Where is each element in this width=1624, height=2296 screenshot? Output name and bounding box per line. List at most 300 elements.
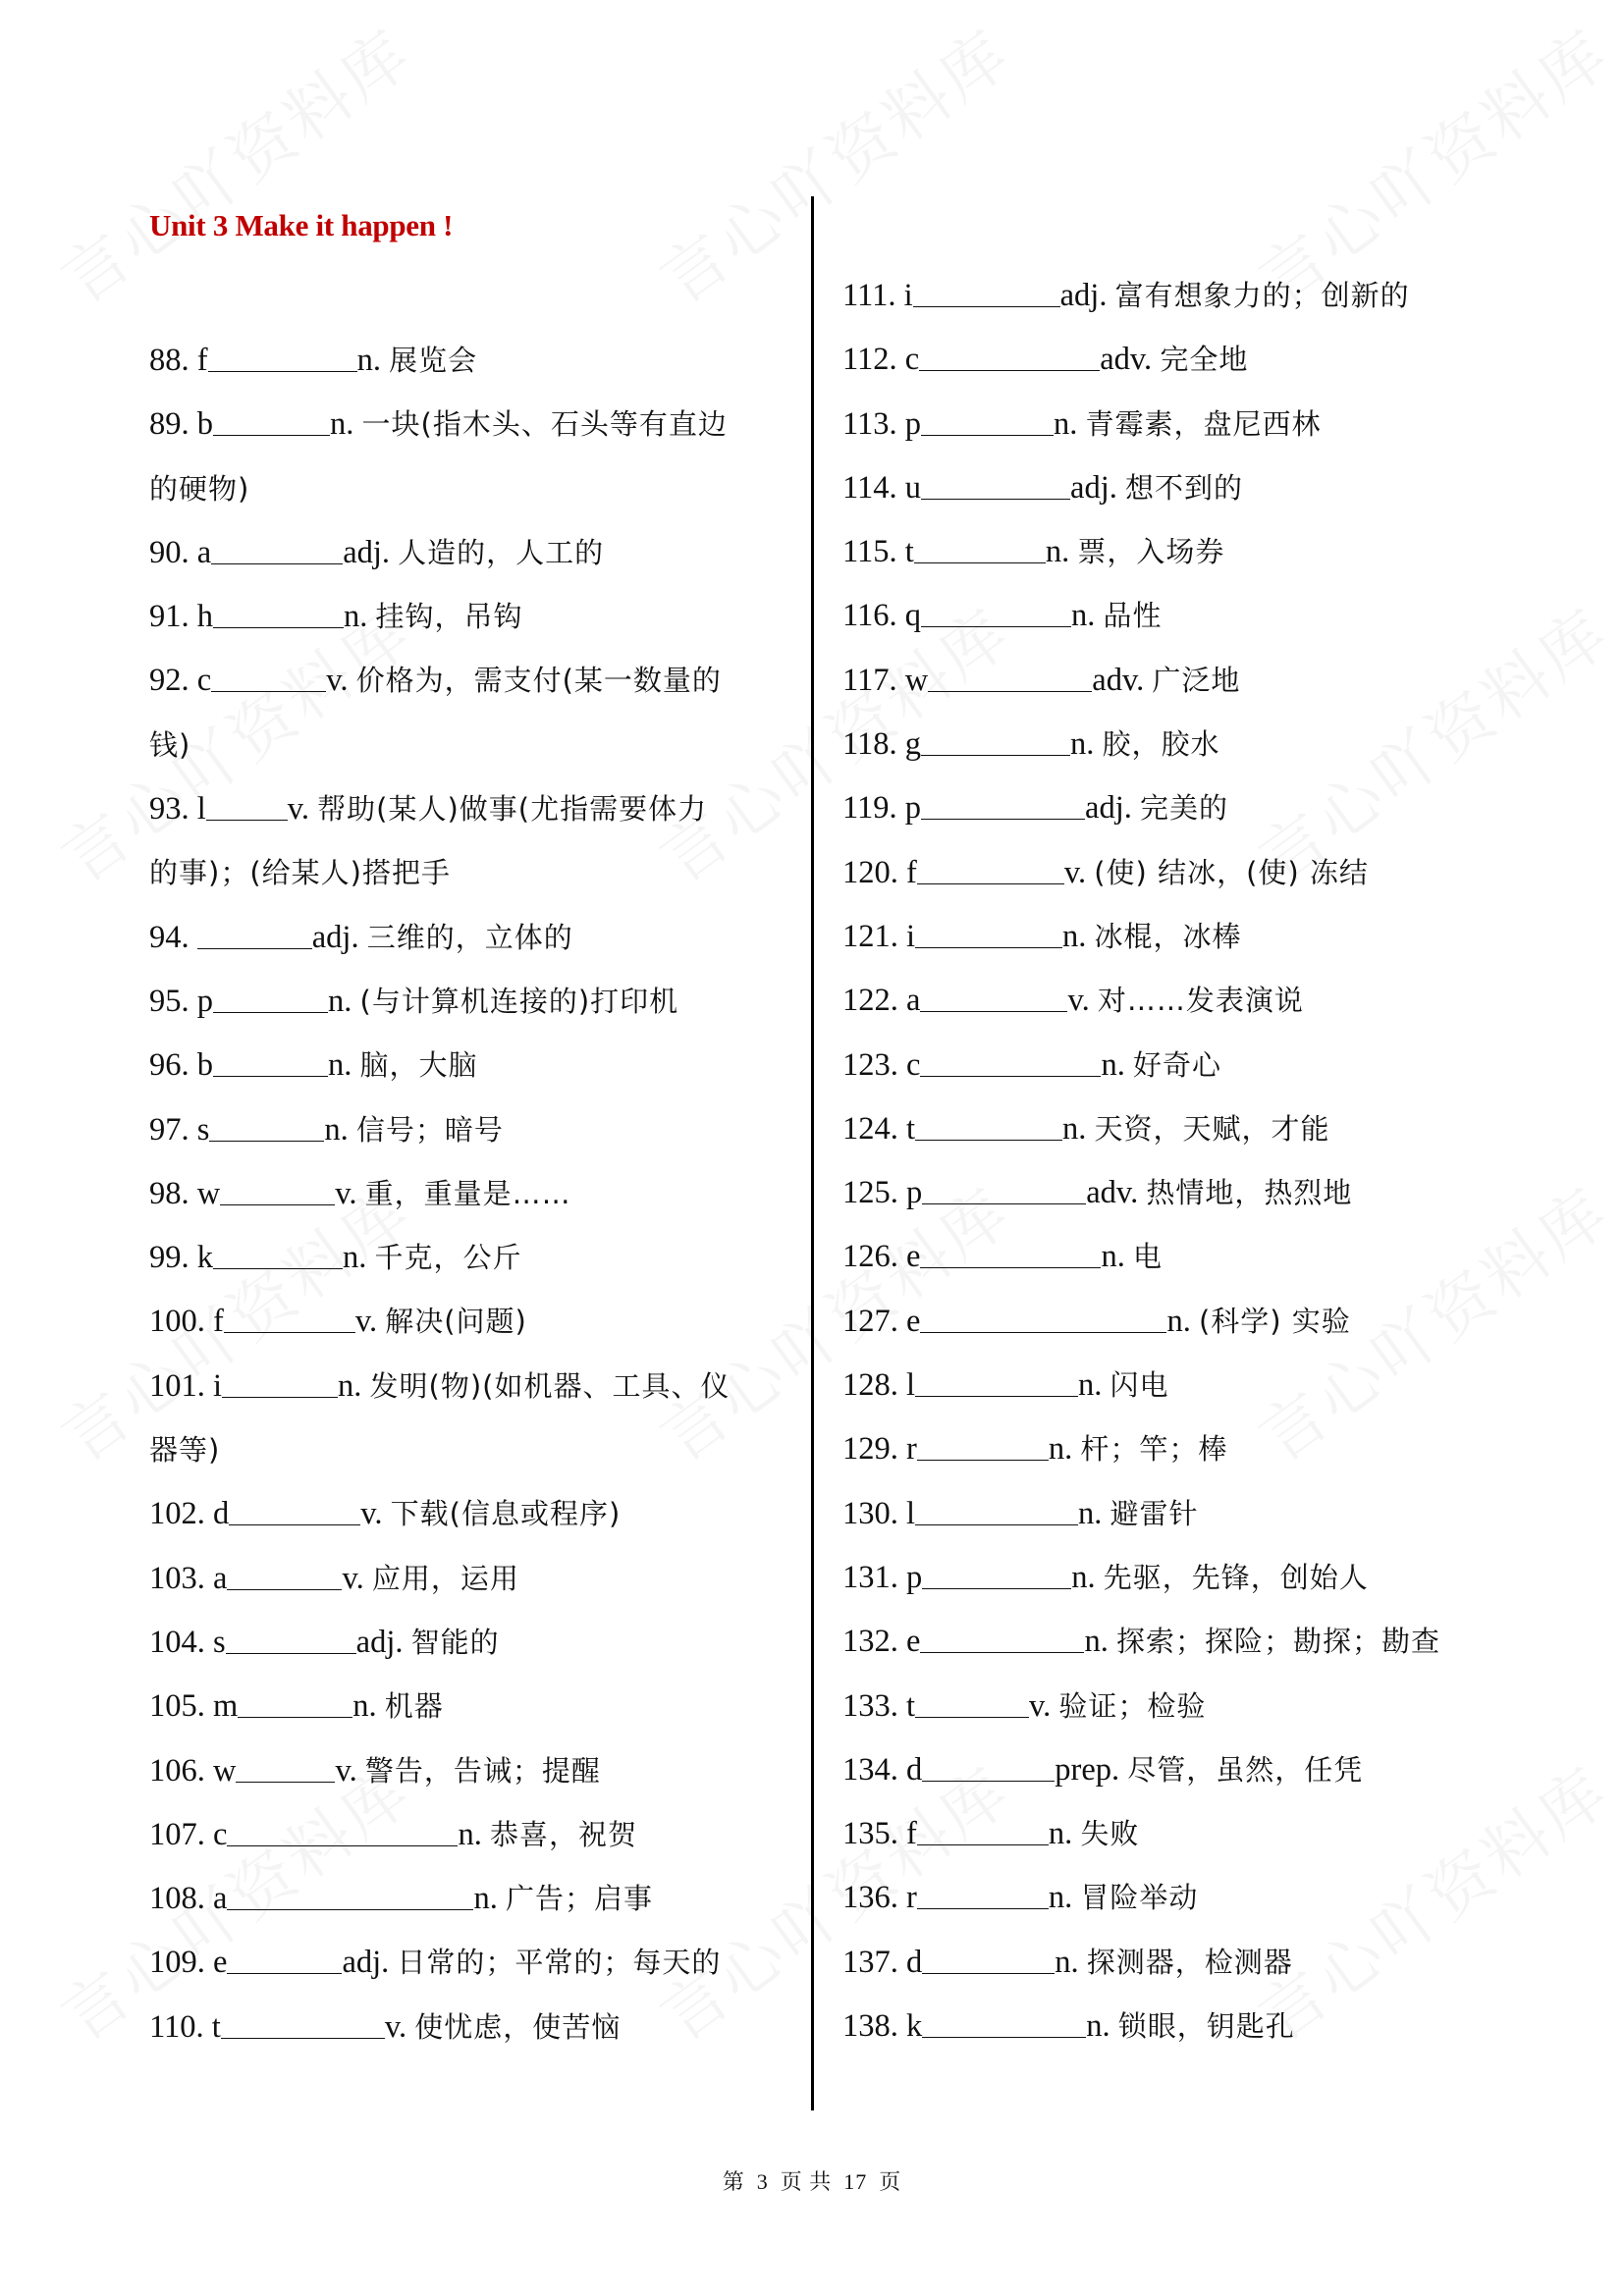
vocab-item xyxy=(842,851,1530,915)
item-number: 103. xyxy=(149,1560,205,1596)
definition: 完全地 xyxy=(1160,343,1249,377)
part-of-speech: n. xyxy=(1062,918,1087,954)
vocab-list-right xyxy=(842,274,1530,2068)
answer-blank[interactable] xyxy=(917,1877,1049,1909)
item-number: 89. xyxy=(149,406,189,443)
definition: 好奇心 xyxy=(1132,1047,1221,1082)
part-of-speech: n. xyxy=(1086,2008,1110,2045)
item-number: 131. xyxy=(842,1559,898,1595)
item-number: 127. xyxy=(842,1303,898,1339)
part-of-speech: adj. xyxy=(1059,278,1108,313)
unit-title: Unit 3 Make it happen ! xyxy=(149,208,454,242)
initial-letter: c xyxy=(906,1046,921,1083)
vocab-item xyxy=(149,1684,797,1748)
definition-continued: 器等) xyxy=(149,1433,221,1468)
initial-letter: h xyxy=(196,599,213,635)
part-of-speech: v. xyxy=(335,1752,357,1789)
part-of-speech: n. xyxy=(324,1111,349,1148)
vocab-item xyxy=(842,659,1530,722)
item-number: 130. xyxy=(842,1495,898,1531)
answer-blank[interactable] xyxy=(917,852,1064,884)
item-number: 101. xyxy=(149,1367,205,1404)
item-number: 91. xyxy=(149,599,189,635)
answer-blank[interactable] xyxy=(913,275,1060,307)
definition: 发明(物)(如机器、工具、仪 xyxy=(369,1368,731,1403)
definition: 杆；竿；棒 xyxy=(1080,1432,1228,1467)
item-number: 113. xyxy=(842,405,897,442)
vocab-item xyxy=(842,338,1530,401)
item-number: 88. xyxy=(149,343,189,378)
initial-letter: s xyxy=(213,1624,226,1660)
part-of-speech: n. xyxy=(352,1688,377,1725)
definition: 电 xyxy=(1132,1240,1163,1274)
definition: 避雷针 xyxy=(1110,1496,1199,1530)
initial-letter: i xyxy=(906,918,916,954)
vocab-item xyxy=(842,1620,1530,1683)
item-number: 109. xyxy=(149,1945,205,1981)
initial-letter: c xyxy=(196,663,212,699)
answer-blank[interactable] xyxy=(921,467,1070,500)
initial-letter: w xyxy=(213,1752,237,1789)
answer-blank[interactable] xyxy=(227,1558,342,1590)
definition: 三维的，立体的 xyxy=(366,920,573,954)
item-number: 115. xyxy=(842,534,897,570)
part-of-speech: n. xyxy=(1070,726,1095,763)
column-divider xyxy=(811,196,814,2110)
initial-letter: d xyxy=(906,1751,923,1788)
part-of-speech: adj. xyxy=(311,919,359,955)
definition: 广泛地 xyxy=(1152,663,1241,697)
vocab-item xyxy=(842,274,1530,338)
part-of-speech: n. xyxy=(1055,1944,1079,1980)
part-of-speech: n. xyxy=(1048,1816,1073,1852)
initial-letter: p xyxy=(196,983,213,1019)
part-of-speech: adj. xyxy=(355,1624,404,1660)
vocab-item xyxy=(842,594,1530,658)
definition: 脑，大脑 xyxy=(359,1048,478,1083)
answer-blank[interactable] xyxy=(197,917,312,949)
answer-blank[interactable] xyxy=(920,1044,1101,1077)
initial-letter: c xyxy=(213,1816,228,1852)
initial-letter: p xyxy=(904,405,922,442)
item-number: 97. xyxy=(149,1111,189,1148)
vocab-item xyxy=(149,595,797,659)
part-of-speech: adv. xyxy=(1092,662,1145,698)
vocab-item xyxy=(842,1876,1530,1940)
answer-blank[interactable] xyxy=(213,596,344,628)
part-of-speech: v. xyxy=(326,663,349,699)
vocab-item xyxy=(842,786,1530,850)
definition: 尽管，虽然，任凭 xyxy=(1127,1752,1364,1787)
part-of-speech: n. xyxy=(1166,1303,1191,1339)
definition: 应用，运用 xyxy=(371,1561,519,1595)
part-of-speech: n. xyxy=(1084,1624,1109,1660)
item-number: 100. xyxy=(149,1304,205,1340)
vocab-item xyxy=(842,1427,1530,1491)
vocab-item xyxy=(149,402,797,466)
part-of-speech: v. xyxy=(384,2008,407,2045)
definition: 热情地，热烈地 xyxy=(1146,1176,1353,1210)
definition: 信号；暗号 xyxy=(355,1112,504,1147)
part-of-speech: v. xyxy=(287,791,310,828)
definition: 广告；启事 xyxy=(505,1882,653,1916)
answer-blank[interactable] xyxy=(213,403,330,436)
item-number: 123. xyxy=(842,1046,898,1083)
initial-letter: k xyxy=(196,1240,213,1276)
answer-blank[interactable] xyxy=(920,980,1067,1012)
part-of-speech: n. xyxy=(1054,405,1078,442)
initial-letter: f xyxy=(213,1304,224,1340)
answer-blank[interactable] xyxy=(928,660,1092,692)
definition: 帮助(某人)做事(尤指需要体力 xyxy=(317,792,708,827)
definition: 千克，公斤 xyxy=(374,1241,522,1275)
vocab-item xyxy=(149,1941,797,2004)
part-of-speech: adj. xyxy=(1070,469,1117,506)
answer-blank[interactable] xyxy=(227,1942,342,1974)
answer-blank[interactable] xyxy=(213,1237,343,1269)
initial-letter: i xyxy=(903,278,913,313)
item-number: 124. xyxy=(842,1110,898,1147)
vocab-item xyxy=(842,1235,1530,1299)
initial-letter: b xyxy=(196,1047,213,1084)
part-of-speech: n. xyxy=(1071,598,1096,634)
definition: 先驱，先锋，创始人 xyxy=(1103,1560,1369,1594)
part-of-speech: v. xyxy=(354,1304,378,1340)
answer-blank[interactable] xyxy=(921,723,1070,756)
part-of-speech: v. xyxy=(1063,854,1087,890)
part-of-speech: n. xyxy=(1048,1880,1073,1916)
part-of-speech: n. xyxy=(1101,1239,1125,1275)
initial-letter: a xyxy=(906,983,921,1019)
item-number: 102. xyxy=(149,1496,205,1532)
answer-blank[interactable] xyxy=(221,2006,385,2039)
definition: 重，重量是…… xyxy=(364,1176,571,1210)
vocab-item xyxy=(842,1556,1530,1620)
answer-blank[interactable] xyxy=(222,1365,338,1398)
vocab-item xyxy=(149,1108,797,1172)
answer-blank[interactable] xyxy=(915,916,1062,948)
definition: 人造的，人工的 xyxy=(398,535,605,569)
initial-letter: t xyxy=(904,534,914,570)
initial-letter: e xyxy=(906,1624,921,1660)
initial-letter: a xyxy=(196,534,212,570)
initial-letter: e xyxy=(906,1303,921,1339)
item-number: 117. xyxy=(842,662,897,698)
definition: 青霉素，盘尼西林 xyxy=(1085,406,1322,441)
vocab-item xyxy=(842,979,1530,1042)
part-of-speech: n. xyxy=(1078,1495,1103,1531)
definition: 价格为，需支付(某一数量的 xyxy=(355,664,722,698)
definition-continued: 钱) xyxy=(149,727,191,762)
part-of-speech: n. xyxy=(356,343,381,378)
vocab-item xyxy=(842,402,1530,466)
initial-letter: s xyxy=(196,1111,210,1148)
initial-letter: r xyxy=(906,1880,917,1916)
initial-letter: p xyxy=(906,1559,923,1595)
initial-letter: w xyxy=(904,662,929,698)
item-number: 138. xyxy=(842,2008,898,2045)
answer-blank[interactable] xyxy=(208,340,357,372)
initial-letter: t xyxy=(906,1687,916,1724)
initial-letter: q xyxy=(904,598,922,634)
definition: 天资，天赋，才能 xyxy=(1094,1111,1330,1146)
vocab-item xyxy=(842,1941,1530,2004)
answer-blank[interactable] xyxy=(227,1878,473,1910)
vocab-item xyxy=(842,1492,1530,1556)
answer-blank[interactable] xyxy=(236,1750,335,1783)
vocab-item xyxy=(149,1236,797,1300)
vocab-item xyxy=(842,1171,1530,1235)
definition: 日常的；平常的；每天的 xyxy=(397,1946,722,1980)
item-number: 93. xyxy=(149,791,189,828)
vocab-item xyxy=(149,2005,797,2069)
definition: 展览会 xyxy=(389,344,478,377)
definition: (使) 结冰，(使) 冻结 xyxy=(1094,855,1369,889)
initial-letter: p xyxy=(904,790,922,827)
definition: 解决(问题) xyxy=(385,1305,527,1339)
definition: 验证；检验 xyxy=(1058,1688,1207,1723)
part-of-speech: n. xyxy=(458,1816,482,1852)
definition: 锁眼，钥匙孔 xyxy=(1117,2009,1295,2044)
answer-blank[interactable] xyxy=(213,1044,328,1077)
vocab-item xyxy=(149,787,797,851)
vocab-item xyxy=(149,916,797,980)
part-of-speech: adv. xyxy=(1100,342,1153,378)
vocab-item xyxy=(842,1812,1530,1876)
part-of-speech: n. xyxy=(328,1047,352,1084)
answer-blank[interactable] xyxy=(224,1301,355,1333)
initial-letter: k xyxy=(906,2008,923,2045)
vocab-list-left xyxy=(149,339,797,2069)
item-number: 132. xyxy=(842,1624,898,1660)
answer-blank[interactable] xyxy=(921,595,1071,627)
item-number: 129. xyxy=(842,1431,898,1468)
part-of-speech: n. xyxy=(344,599,368,635)
initial-letter: e xyxy=(906,1239,921,1275)
item-number: 111. xyxy=(842,278,896,313)
item-number: 136. xyxy=(842,1880,898,1916)
part-of-speech: n. xyxy=(1045,534,1070,570)
answer-blank[interactable] xyxy=(917,1813,1049,1845)
initial-letter: w xyxy=(196,1175,221,1211)
answer-blank[interactable] xyxy=(229,1493,360,1525)
definition: 下载(信息或程序) xyxy=(390,1497,622,1531)
initial-letter: p xyxy=(906,1175,923,1211)
watermark-text xyxy=(39,3,428,321)
answer-blank[interactable] xyxy=(915,1493,1078,1525)
part-of-speech: n. xyxy=(473,1881,498,1917)
definition-continued: 的事)；(给某人)搭把手 xyxy=(149,856,451,890)
item-number: 105. xyxy=(149,1688,205,1725)
answer-blank[interactable] xyxy=(213,981,328,1013)
initial-letter: l xyxy=(906,1495,916,1531)
definition: 警告，告诫；提醒 xyxy=(364,1753,601,1788)
answer-blank[interactable] xyxy=(209,1109,324,1142)
part-of-speech: v. xyxy=(335,1175,357,1211)
vocab-item xyxy=(149,1813,797,1877)
item-number: 95. xyxy=(149,983,189,1019)
part-of-speech: n. xyxy=(1078,1367,1103,1404)
vocab-item xyxy=(149,1557,797,1621)
vocab-item xyxy=(842,722,1530,786)
item-number: 137. xyxy=(842,1944,898,1980)
vocab-item xyxy=(842,1363,1530,1427)
answer-blank[interactable] xyxy=(211,660,326,692)
definition: 失败 xyxy=(1080,1817,1140,1851)
definition: 对……发表演说 xyxy=(1097,984,1304,1018)
answer-blank[interactable] xyxy=(915,1685,1029,1718)
initial-letter: l xyxy=(196,791,206,828)
definition: 闪电 xyxy=(1110,1368,1169,1403)
answer-blank[interactable] xyxy=(915,1364,1078,1397)
definition: 想不到的 xyxy=(1125,470,1244,505)
item-number: 107. xyxy=(149,1816,205,1852)
answer-blank[interactable] xyxy=(922,1942,1055,1974)
answer-blank[interactable] xyxy=(919,339,1100,371)
initial-letter: e xyxy=(213,1945,228,1981)
part-of-speech: adj. xyxy=(343,534,391,570)
initial-letter: u xyxy=(904,469,922,506)
vocab-item xyxy=(149,1492,797,1556)
vocab-item xyxy=(842,1300,1530,1363)
initial-letter: a xyxy=(213,1881,228,1917)
definition: 一块(指木头、石头等有直边 xyxy=(361,407,728,442)
footer-prefix: 第 xyxy=(722,2169,745,2194)
part-of-speech: n. xyxy=(1048,1431,1073,1468)
definition: 探索；探险；勘探；勘查 xyxy=(1115,1625,1440,1659)
part-of-speech: prep. xyxy=(1055,1751,1120,1788)
item-number: 122. xyxy=(842,983,898,1019)
answer-blank[interactable] xyxy=(211,532,343,564)
vocab-item xyxy=(149,1043,797,1107)
definition: 冰棍，冰棒 xyxy=(1094,919,1242,953)
item-number: 104. xyxy=(149,1624,205,1660)
item-number: 106. xyxy=(149,1752,205,1789)
vocab-item xyxy=(149,1300,797,1363)
answer-blank[interactable] xyxy=(227,1814,458,1846)
definition: 票，入场券 xyxy=(1077,535,1225,569)
footer-current-page: 3 xyxy=(756,2169,769,2194)
item-number: 98. xyxy=(149,1175,189,1211)
definition: 恭喜，祝贺 xyxy=(489,1817,637,1851)
definition: 使忧虑，使苦恼 xyxy=(414,2009,622,2044)
item-number: 133. xyxy=(842,1687,898,1724)
initial-letter: a xyxy=(213,1560,228,1596)
initial-letter: d xyxy=(906,1944,923,1980)
part-of-speech: adj. xyxy=(342,1945,390,1981)
vocab-item xyxy=(842,1043,1530,1107)
item-number: 118. xyxy=(842,726,897,763)
part-of-speech: n. xyxy=(343,1240,367,1276)
item-number: 135. xyxy=(842,1816,898,1852)
vocab-item xyxy=(149,980,797,1043)
item-number: 128. xyxy=(842,1367,898,1404)
vocab-item xyxy=(149,339,797,402)
initial-letter: r xyxy=(906,1431,917,1468)
vocab-item xyxy=(842,1748,1530,1812)
definition: (与计算机连接的)打印机 xyxy=(359,984,679,1018)
part-of-speech: n. xyxy=(1101,1046,1125,1083)
item-number: 96. xyxy=(149,1047,189,1084)
part-of-speech: n. xyxy=(1062,1110,1087,1147)
part-of-speech: n. xyxy=(338,1367,362,1404)
initial-letter: l xyxy=(906,1367,916,1404)
definition: 机器 xyxy=(384,1689,444,1724)
initial-letter: f xyxy=(906,1816,917,1852)
item-number: 92. xyxy=(149,663,189,699)
item-number: 112. xyxy=(842,342,897,378)
definition: 冒险举动 xyxy=(1080,1881,1199,1915)
vocab-item xyxy=(842,1684,1530,1748)
answer-blank[interactable] xyxy=(920,1301,1166,1333)
answer-blank[interactable] xyxy=(206,788,288,821)
part-of-speech: v. xyxy=(1067,983,1090,1019)
answer-blank[interactable] xyxy=(238,1685,352,1718)
vocab-item xyxy=(842,466,1530,530)
initial-letter: i xyxy=(213,1367,223,1404)
vocab-item xyxy=(149,1364,797,1428)
answer-blank[interactable] xyxy=(920,1621,1084,1653)
answer-blank[interactable] xyxy=(917,1428,1049,1461)
initial-letter: b xyxy=(196,406,213,443)
vocab-item xyxy=(842,530,1530,594)
definition-continued: 的硬物) xyxy=(149,471,250,506)
vocab-item xyxy=(149,1172,797,1236)
answer-blank[interactable] xyxy=(921,787,1085,820)
part-of-speech: adv. xyxy=(1086,1175,1139,1211)
item-number: 120. xyxy=(842,854,898,890)
initial-letter: f xyxy=(906,854,917,890)
vocab-item xyxy=(149,531,797,595)
answer-blank[interactable] xyxy=(914,531,1046,563)
initial-letter: m xyxy=(213,1688,239,1725)
vocab-item xyxy=(149,659,797,722)
vocab-item xyxy=(149,1749,797,1813)
answer-blank[interactable] xyxy=(920,1236,1101,1268)
initial-letter: c xyxy=(904,342,920,378)
answer-blank[interactable] xyxy=(922,1172,1086,1204)
answer-blank[interactable] xyxy=(922,1749,1055,1782)
part-of-speech: n. xyxy=(1071,1559,1096,1595)
item-number: 125. xyxy=(842,1175,898,1211)
answer-blank[interactable] xyxy=(921,403,1054,436)
item-number: 134. xyxy=(842,1751,898,1788)
answer-blank[interactable] xyxy=(922,2005,1086,2038)
initial-letter: g xyxy=(904,726,922,763)
definition: 挂钩，吊钩 xyxy=(375,600,523,634)
initial-letter: f xyxy=(196,343,208,378)
footer-suffix: 页 xyxy=(879,2169,902,2194)
item-number: 90. xyxy=(149,534,189,570)
footer-total-pages: 17 xyxy=(843,2169,868,2194)
definition: (科学) 实验 xyxy=(1198,1304,1351,1338)
answer-blank[interactable] xyxy=(220,1173,335,1205)
part-of-speech: n. xyxy=(330,406,354,443)
vocab-item xyxy=(842,915,1530,979)
definition: 完美的 xyxy=(1140,791,1229,826)
part-of-speech: v. xyxy=(342,1560,364,1596)
part-of-speech: adj. xyxy=(1085,790,1132,827)
answer-blank[interactable] xyxy=(226,1622,356,1654)
definition: 品性 xyxy=(1103,599,1163,633)
answer-blank[interactable] xyxy=(915,1108,1062,1141)
item-number: 116. xyxy=(842,598,897,634)
definition: 探测器，检测器 xyxy=(1086,1945,1293,1979)
definition: 胶，胶水 xyxy=(1102,727,1220,762)
vocab-item xyxy=(842,1107,1530,1171)
vocab-item xyxy=(842,2004,1530,2068)
answer-blank[interactable] xyxy=(922,1557,1071,1589)
